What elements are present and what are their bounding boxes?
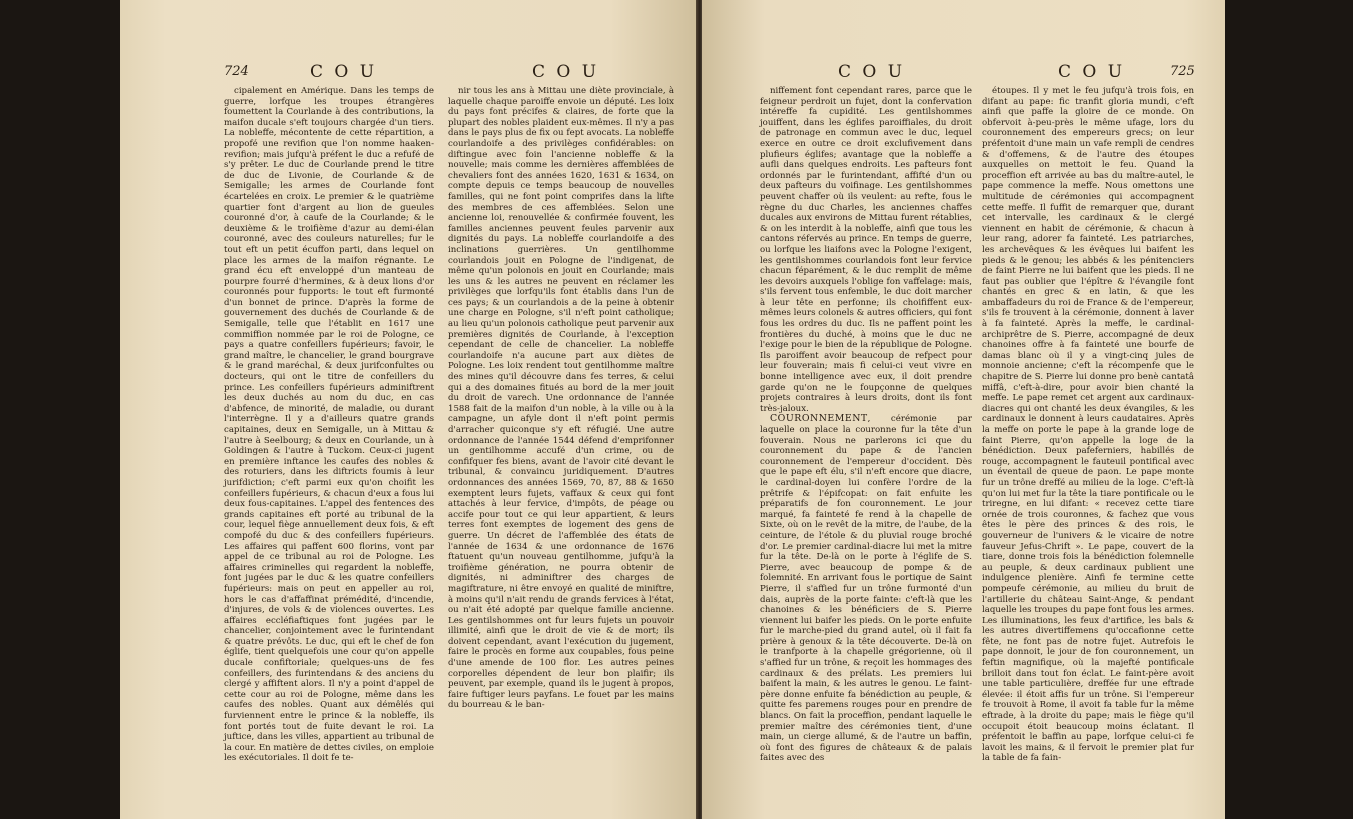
left-running-head-1: C O U	[310, 62, 378, 82]
left-running-head-2: C O U	[532, 62, 600, 82]
right-column-1	[760, 86, 972, 764]
left-column-2-text: nir tous les ans à Mittau une diète provinciale, à laquelle chaque paroiffe envoie un député. Les loix du pays font précifes & claires, de forte que la plupart des nobles plaident eux-mêmes. Il n'y a pas dans le pays plus de fix ou fept avocats. La nobleffe courlandoife a des privilèges confidérables: on diftingue avec foin l'ancienne nobleffe & la nouvelle; mais comme les dernières affemblées de chevaliers font des années 1620, 1631 & 1634, on compte depuis ce temps beaucoup de nouvelles familles, qui ne font point comprifes dans la lifte des membres de ces affemblées. Selon une ancienne loi, renouvellée & confirmée fouvent, les familles anciennes peuvent feules parvenir aux dignités du pays. La nobleffe courlandoife a des inclinations guerrières. Un gentilhomme courlandois jouit en Pologne de l'indigenat, de même qu'un polonois en jouit en Courlande; mais les uns & les autres ne peuvent en réclamer les privilèges que lorfqu'ils font établis dans l'un de ces pays; & un courlandois a de la peine à obtenir une charge en Pologne, s'il n'eft point catholique; au lieu qu'un polonois catholique peut parvenir aux premières dignités de Courlande, à l'exception cependant de celle de chancelier. La nobleffe courlandoife n'a aucune part aux diètes de Pologne. Les loix rendent tout gentilhomme maître des mines qu'il découvre dans fes terres, & celui qui a des domaines fitués au bord de la mer jouit du droit de varech. Une ordonnance de l'année 1588 fait de la maifon d'un noble, à la ville ou à la campagne, un afyle dont il n'eft point permis d'arracher quiconque s'y eft réfugié. Une autre ordonnance de l'année 1544 défend d'emprifonner un gentilhomme accufé d'un crime, ou de confifquer fes biens, avant de l'avoir cité devant le tribunal, & convaincu juridiquement. D'autres ordonnances des années 1569, 70, 87, 88 & 1650 exemptent leurs fujets, vaffaux & ceux qui font attachés à leur fervice, d'impôts, de péage ou accife pour tout ce qui leur appartient, & leurs terres font exemptes de logement des gens de guerre. Un décret de l'affemblée des états de l'année de 1634 & une ordonnance de 1676 ftatuent qu'un nouveau gentilhomme, jufqu'à la troifième génération, ne pourra obtenir de dignités, ni adminiftrer des charges de magiftrature, ni être envoyé en qualité de miniftre, à moins qu'il n'ait rendu de grands fervices à l'état, ou n'ait été adopté par quelque famille ancienne. Les gentilshommes ont fur leurs fujets un pouvoir illimité, ainfi que le droit de vie & de mort; ils doivent cependant, avant l'exécution du jugement, faire le procès en forme aux coupables, fous peine d'une amende de 100 flor. Les autres peines corporelles dépendent de leur bon plaifir; ils peuvent, par exemple, quand ils le jugent à propos, faire fuftiger leurs payfans. Le fouet par les mains du bourreau & le ban-	[448, 86, 674, 711]
left-column-1-text: cipalement en Amérique. Dans les temps de guerre, lorfque les troupes étrangères foumettent la Courlande à des contributions, la maifon ducale s'eft toujours chargée d'un tiers. La nobleffe, mécontente de cette répartition, a propofé une revifion que l'on nomme haaken-revifion; mais jufqu'à préfent le duc a refufé de s'y prêter. Le duc de Courlande prend le titre de duc de Livonie, de Courlande & de Semigalle; les armes de Courlande font écartelées en croix. Le premier & le quatrième quartier font d'argent au lion de gueules couronné d'or, à caufe de la Courlande; & le deuxième & le troifième d'azur au demi-élan couronné, avec des couleurs naturelles; fur le tout eft un petit écuffon parti, dans lequel on place les armes de la maifon régnante. Le grand écu eft enveloppé d'un manteau de pourpre fourré d'hermines, & à deux lions d'or couronnés pour fupports: le tout eft furmonté d'un bonnet de prince. D'après la forme de gouvernement des duchés de Courlande & de Semigalle, telle que l'établit en 1617 une commiffion nommée par le roi de Pologne, ce pays a quatre confeillers fupérieurs; favoir, le grand maître, le chancelier, le grand bourgrave & le grand maréchal, & deux jurifconfultes ou docteurs, qui ont le titre de confeillers du prince. Les confeillers fupérieurs adminiftrent les deux duchés au nom du duc, en cas d'abfence, de minorité, de maladie, ou durant l'interrègne. Il y a d'ailleurs quatre grands capitaines, deux en Semigalle, un à Mittau & l'autre à Seelbourg; & deux en Courlande, un à Goldingen & l'autre à Tuckom. Ceux-ci jugent en première inftance les caufes des nobles & des roturiers, dans les diftricts foumis à leur jurifdiction; c'eft parmi eux qu'on choifit les confeillers fupérieurs, & chacun d'eux a fous lui deux fous-capitaines. L'appel des fentences des grands capitaines eft porté au tribunal de la cour, lequel fiège annuellement deux fois, & eft compofé du duc & des confeillers fupérieurs. Les affaires qui paffent 600 florins, vont par appel de ce tribunal au roi de Pologne. Les affaires criminelles qui regardent la nobleffe, font jugées par le duc & les quatre confeillers fupérieurs: mais on peut en appeller au roi, hors le cas d'affaffinat prémédité, d'incendie, d'injures, de vols & de violences ouvertes. Les affaires eccléfiaftiques font jugées par le chancelier, conjointement avec le furintendant & quatre prévôts. Le duc, qui eft le chef de fon églife, tient quelquefois une cour qu'on appelle ducale confiftoriale; quelques-uns de fes confeillers, des furintendans & des anciens du clergé y affiftent alors. Il n'y a point d'appel de cette cour au roi de Pologne, même dans les caufes des nobles. Quant aux démêlés qui furviennent entre le prince & la nobleffe, ils font portés tout de fuite devant le roi. La juftice, dans les villes, appartient au tribunal de la cour. En matière de dettes civiles, on emploie les exécutoriales. Il doit fe te-	[224, 86, 434, 764]
right-page	[702, 0, 1225, 819]
right-column-1-text: niffement font cependant rares, parce que le feigneur perdroit un fujet, dont la confervation intéreffe fa cupidité. Les gentilshommes jouiffent, dans les églifes paroiffiales, du droit de patronage en commun avec le duc, lequel exerce en outre ce droit exclufivement dans plufieurs églifes; avantage que la nobleffe a aufli dans quelques endroits. Les pafteurs font ordonnés par le furintendant, affifté d'un ou deux pafteurs du voifinage. Les gentilshommes peuvent chaffer où ils veulent: au refte, fous le règne du duc Charles, les anciennes chaffes ducales aux environs de Mittau furent rétablies, & on les interdit à la nobleffe, ainfi que tous les cantons réfervés au prince. En temps de guerre, ou lorfque les liaifons avec la Pologne l'exigent, les gentilshommes courlandois font leur fervice chacun féparément, & le duc remplit de même les devoirs auxquels l'oblige fon vaffelage: mais, s'ils fervent tous enfemble, le duc doit marcher à leur tête en perfonne; ils choififfent eux-mêmes leurs colonels & autres officiers, qui font fous les ordres du duc. Ils ne paffent point les frontières du duché, à moins que le duc ne l'exige pour le bien de la république de Pologne. Ils paroiffent avoir beaucoup de refpect pour leur fouverain; mais fi celui-ci veut vivre en bonne intelligence avec eux, il doit prendre garde qu'on ne le foupçonne de quelques projets contraires à leurs droits, dont ils font très-jaloux.	[760, 86, 972, 414]
left-page	[120, 0, 696, 819]
right-column-2-text: étoupes. Il y met le feu jufqu'à trois fois, en difant au pape: fic tranfit gloria mundi, c'eft ainfi que paffe la gloire de ce monde. On obfervoit à-peu-près le même ufage, lors du couronnement des empereurs grecs; on leur préfentoit d'une main un vafe rempli de cendres & d'offemens, & de l'autre des étoupes auxquelles on mettoit le feu. Quand la proceffion eft arrivée au bas du maître-autel, le pape commence la meffe. Nous omettons une multitude de cérémonies qui accompagnent cette meffe. Il fuffit de remarquer que, durant cet intervalle, les cardinaux & le clergé viennent en habit de cérémonie, & chacun à leur rang, adorer fa fainteté. Les patriarches, les archevêques & les évêques lui baifent les pieds & le genou; les abbés & les pénitenciers de faint Pierre ne lui baifent que les pieds. Il ne faut pas oublier que l'épître & l'évangile font chantés en grec & en latin, & que les ambaffadeurs du roi de France & de l'empereur, s'ils fe trouvent à la cérémonie, donnent à laver à fa fainteté. Après la meffe, le cardinal-archiprêtre de S. Pierre, accompagné de deux chanoines offre à fa fainteté une bourfe de damas blanc où il y a vingt-cinq jules de monnoie ancienne; c'eft la récompenfe que le chapitre de S. Pierre lui donne pro benè cantatâ miffâ, c'eft-à-dire, pour avoir bien chanté la meffe. Le pape remet cet argent aux cardinaux-diacres qui ont chanté les deux évangiles, & les cardinaux le donnent à leurs caudataires. Après la meffe on porte le pape à la grande loge de faint Pierre, qu'on appelle la loge de la bénédiction. Deux pafeferniers, habillés de rouge, accompagnent le fauteuil pontifical avec un éventail de queue de paon. Le pape monte fur un trône dreffé au milieu de la loge. C'eft-là qu'on lui met fur la tête la tiare pontificale ou le triregne, en lui difant: « recevez cette tiare ornée de trois couronnes, & fachez que vous êtes le père des princes & des rois, le gouverneur de l'univers & le vicaire de notre fauveur Jefus-Chrift ». Le pape, couvert de la tiare, donne trois fois la bénédiction folemnelle au peuple, & deux cardinaux publient une indulgence plenière. Ainfi fe termine cette pompeufe cérémonie, au milieu du bruit de l'artillerie du château Saint-Ange, & pendant laquelle les troupes du pape font fous les armes. Les illuminations, les feux d'artifice, les bals & les autres divertiffemens qu'occafionne cette fête, ne font pas de notre fujet. Autrefois le pape donnoit, le jour de fon couronnement, un feftin magnifique, où la majefté pontificale brilloit dans tout fon éclat. Le faint-père avoit une table particulière, dreffée fur une eftrade élevée: il étoit affis fur un trône. Si l'empereur fe trouvoit à Rome, il avoit fa table fur la même eftrade, à la droite du pape; mais le fiège qu'il occupoit étoit beaucoup moins éclatant. Il préfentoit le baffin au pape, lorfque celui-ci fe lavoit les mains, & il fervoit le premier plat fur la table de fa fain-	[982, 86, 1194, 764]
left-page-number: 724	[224, 64, 249, 79]
right-running-head-2: C O U	[1058, 62, 1126, 82]
left-column-1	[224, 86, 434, 764]
left-column-2	[448, 86, 674, 711]
right-column-2	[982, 86, 1194, 764]
right-running-head-1: C O U	[838, 62, 906, 82]
entry-text: , cérémonie par laquelle on place la couronne fur la tête d'un fouverain. Nous ne parlerons ici que du couronnement du pape & de l'ancien couronnement de l'empereur d'occident. Dès que le pape eft élu, s'il n'eft encore que diacre, le cardinal-doyen lui confère l'ordre de la prêtrife & l'épifcopat: on fait enfuite les préparatifs de fon couronnement. Le jour marqué, fa fainteté fe rend à la chapelle de Sixte, où on le revêt de la mitre, de l'aube, de la ceinture, de l'étole & du pluvial rouge broché d'or. Le premier cardinal-diacre lui met la mitre fur la tête. De-là on le porte à l'églife de S. Pierre, avec beaucoup de pompe & de folemnité. En arrivant fous le portique de Saint Pierre, il s'affied fur un trône furmonté d'un dais, auprès de la porte fainte: c'eft-là que les chanoines & les bénéficiers de S. Pierre viennent lui baifer les pieds. On le porte enfuite fur le marche-pied du grand autel, où il fait fa prière à genoux & la tête découverte. De-là on le tranfporte à la chapelle grégorienne, où il s'affied fur un trône, & reçoit les hommages des cardinaux & des prélats. Les premiers lui baifent la main, & les autres le genou. Le faint-père donne enfuite fa bénédiction au peuple, & quitte fes paremens rouges pour en prendre de blancs. On fait la proceffion, pendant laquelle le premier maître des cérémonies tient, d'une main, un cierge allumé, & de l'autre un baffin, où font des figures de châteaux & de palais faites avec des	[760, 414, 972, 764]
entry-heading: COURONNEMENT	[770, 413, 868, 425]
right-page-number: 725	[1170, 64, 1195, 79]
couronnement-entry	[760, 414, 972, 764]
